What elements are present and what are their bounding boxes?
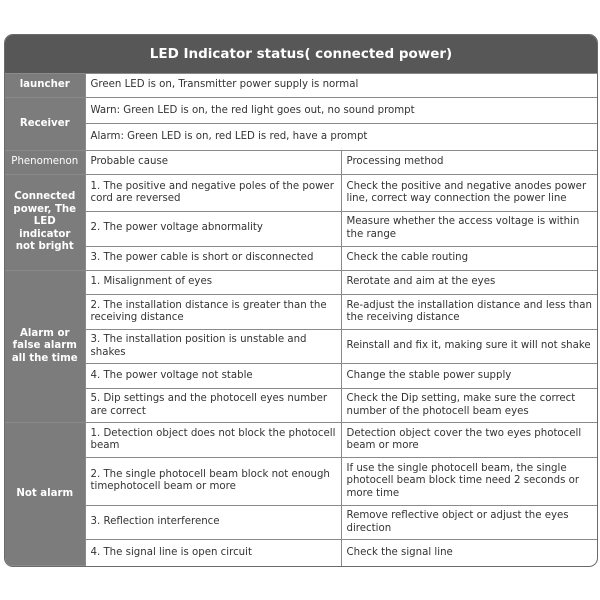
table-row [5, 505, 597, 540]
table-row [5, 211, 597, 246]
cause-cell: 1. Detection object does not block the photocell beam [85, 423, 341, 458]
receiver-warn: Warn: Green LED is on, the red light goes out, no sound prompt [85, 98, 597, 124]
cause-cell: 4. The signal line is open circuit [85, 540, 341, 566]
phenomenon-label: Alarm or false alarm all the time [5, 270, 85, 423]
table-row [5, 423, 597, 458]
table-row [5, 540, 597, 566]
cause-cell: 2. The power voltage abnormality [85, 211, 341, 246]
table-row [5, 388, 597, 423]
table-row [5, 329, 597, 364]
method-cell: Rerotate and aim at the eyes [341, 270, 597, 294]
phenomenon-label: Not alarm [5, 423, 85, 566]
table-row [5, 246, 597, 270]
cause-cell: 1. The positive and negative poles of the power cord are reversed [85, 175, 341, 212]
method-cell: Change the stable power supply [341, 364, 597, 388]
header-cause: Probable cause [85, 150, 341, 174]
table-title: LED Indicator status( connected power) [5, 35, 597, 73]
led-status-table [5, 35, 597, 566]
cause-cell: 1. Misalignment of eyes [85, 270, 341, 294]
cause-cell: 3. Reflection interference [85, 505, 341, 540]
table-row [5, 458, 597, 506]
receiver-label: Receiver [5, 98, 85, 151]
method-cell: Check the positive and negative anodes power line, correct way connection the power line [341, 175, 597, 212]
launcher-row [5, 73, 597, 97]
table-row [5, 295, 597, 330]
cause-cell: 5. Dip settings and the photocell eyes number are correct [85, 388, 341, 423]
method-cell: Measure whether the access voltage is within the range [341, 211, 597, 246]
cause-cell: 2. The single photocell beam block not enough timephotocell beam or more [85, 458, 341, 506]
method-cell: Detection object cover the two eyes photocell beam or more [341, 423, 597, 458]
method-cell: If use the single photocell beam, the single photocell beam block time need 2 seconds or more time [341, 458, 597, 506]
cause-cell: 4. The power voltage not stable [85, 364, 341, 388]
receiver-alarm: Alarm: Green LED is on, red LED is red, have a prompt [85, 124, 597, 150]
method-cell: Check the signal line [341, 540, 597, 566]
header-row [5, 150, 597, 174]
receiver-row [5, 98, 597, 124]
table-row [5, 175, 597, 212]
header-method: Processing method [341, 150, 597, 174]
cause-cell: 3. The power cable is short or disconnected [85, 246, 341, 270]
table-row [5, 364, 597, 388]
method-cell: Check the Dip setting, make sure the correct number of the photocell beam eyes [341, 388, 597, 423]
method-cell: Check the cable routing [341, 246, 597, 270]
method-cell: Reinstall and fix it, making sure it will not shake [341, 329, 597, 364]
led-status-table-frame [4, 34, 598, 567]
method-cell: Remove reflective object or adjust the eyes direction [341, 505, 597, 540]
launcher-text: Green LED is on, Transmitter power supply is normal [85, 73, 597, 97]
title-row [5, 35, 597, 73]
cause-cell: 2. The installation distance is greater than the receiving distance [85, 295, 341, 330]
receiver-row [5, 124, 597, 150]
method-cell: Re-adjust the installation distance and less than the receiving distance [341, 295, 597, 330]
header-phenomenon: Phenomenon [5, 150, 85, 174]
table-row [5, 270, 597, 294]
launcher-label: launcher [5, 73, 85, 97]
phenomenon-label: Connected power, The LED indicator not bright [5, 175, 85, 271]
cause-cell: 3. The installation position is unstable and shakes [85, 329, 341, 364]
